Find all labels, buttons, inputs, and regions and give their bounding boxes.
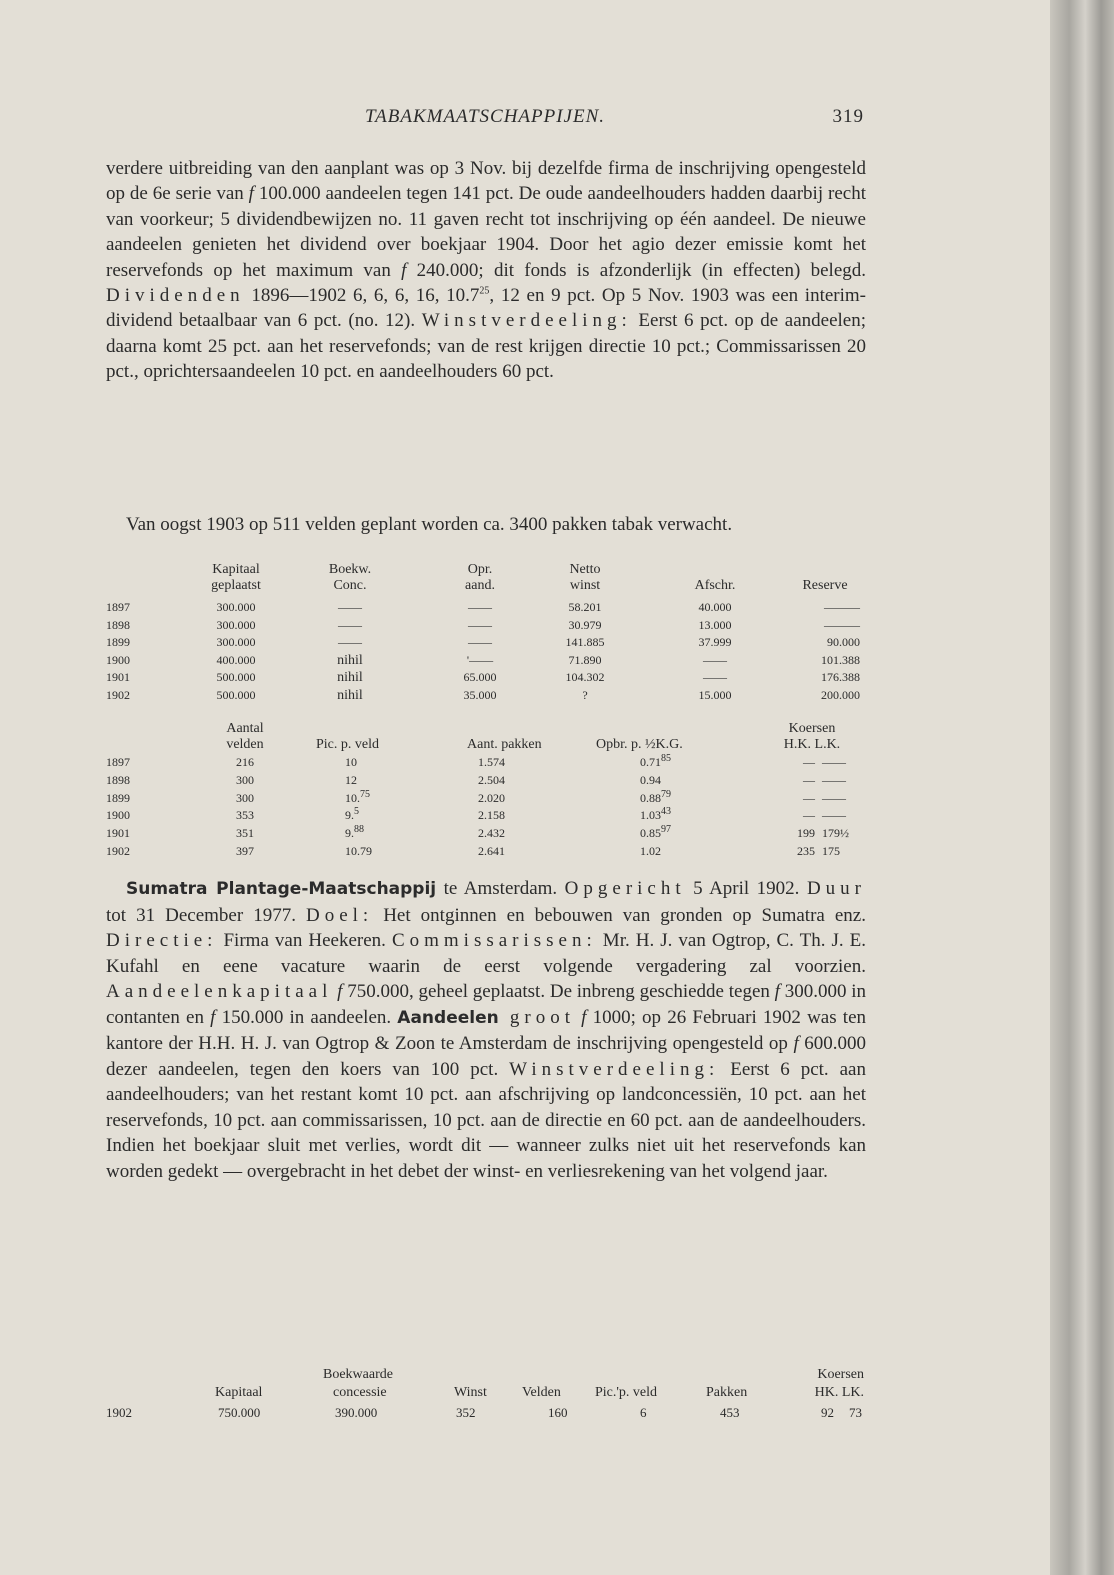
cell-year (106, 755, 146, 770)
cell-opbr-value: 0.94 (640, 772, 661, 787)
cell-year (106, 791, 146, 806)
page-edge (1050, 0, 1114, 1575)
spaced-dividenden: Dividenden (106, 285, 245, 307)
header-opr-2: aand. (465, 578, 495, 593)
cell-opr: 65.000 (463, 670, 497, 685)
header-velden-1: Aantal (226, 721, 264, 736)
cell-pic (345, 844, 372, 859)
cell-hk-value: — (803, 772, 815, 787)
paragraph-oogst: Van oogst 1903 op 511 velden geplant worden ca. 3400 pakken tabak verwacht. (126, 514, 733, 535)
cell-pakken (478, 791, 505, 806)
cell-lk (822, 808, 864, 823)
cell-pakken-value: 2.641 (478, 844, 505, 858)
cell-opbr (640, 808, 671, 823)
cell-kapitaal: 400.000 (216, 652, 256, 667)
cell-velden: 160 (548, 1405, 568, 1420)
cell-hk (785, 773, 815, 788)
header-winst: Winst (454, 1385, 487, 1400)
cell-boekwaarde: 390.000 (335, 1405, 378, 1420)
cell-kapitaal: 750.000 (218, 1405, 261, 1420)
cell-kapitaal: 300.000 (216, 617, 256, 632)
cell-reserve: ——— (824, 600, 860, 614)
cell-opr: —— (468, 600, 492, 614)
cell-boekw: nihil (337, 652, 363, 668)
cell-pakken-value: 2.432 (478, 826, 505, 841)
cell-opbr-value: 0.85 (640, 826, 661, 841)
cell-reserve: 176.388 (821, 670, 860, 685)
cell-opr: —— (468, 617, 492, 632)
cell-pic-value: 9. (345, 826, 354, 841)
cell-netto: 58.201 (568, 600, 602, 614)
cell-pakken-value: 2.020 (478, 790, 505, 805)
cell-velden-value: 300 (236, 772, 254, 787)
cell-opbr (640, 788, 671, 806)
paragraph-dividend: verdere uitbreiding van den aanplant was op 3 Nov. bij dezelfde firma de inschrijving opengesteld op de 6e serie van f 100.000 aandeelen tegen 141 pct. De oude aandeelhouders hadden daarbij recht van voorkeur; 5 dividendbewijzen no. 11 gaven recht tot inschrijving op één aandeel. De nieuwe aandeelen genieten het dividend over boekjaar 1904. Door het agio dezer emissie komt het reservefonds op het maximum van f 240.000; dit fonds is afzonderlijk (in effecten) belegd. Dividenden 1896—1902 6, 6, 6, 16, 10.7$^{25}$, 12 en 9 pct. Op 5 Nov. 1903 was een interim-dividend betaalbaar van 6 pct. (no. 12). Winstverdeeling: Eerst 6 pct. op de aandeelen; daarna komt 25 pct. aan het reservefonds; van de rest krijgen directie 10 pct.; Commissarissen 20 pct., oprichtersaandeelen 10 pct. en aandeelhouders 60 pct. (106, 158, 867, 383)
cell-lk-value: —— (822, 755, 846, 769)
cell-lk (822, 791, 864, 806)
cell-afschr: 13.000 (698, 617, 732, 632)
cell-year (106, 773, 146, 788)
header-afschr: Afschr. (694, 578, 736, 593)
cell-pakken (478, 773, 505, 788)
paragraph-sumatra: Sumatra Plantage-Maatschappij te Amsterdam. Opgericht 5 April 1902. Duur tot 31 December 1977. Doel: Het ontginnen en bebouwen van gronden op Sumatra enz. Directie: Firma van Heekeren. Commissarissen: Mr. H. J. van Ogtrop, C. Th. J. E. Kufahl en eene vacature waarin de eerst volgende vergadering zal voorzien. Aandeelenkapitaal f 750.000, geheel geplaatst. De inbreng geschiedde tegen f 300.000 in contanten en f 150.000 in aandeelen. Aandeelen groot f 1000; op 26 Februari 1902 was ten kantore der H.H. H. J. van Ogtrop & Zoon te Amsterdam de inschrijving opengesteld op f 600.000 dezer aandeelen, tegen den koers van 100 pct. Winstverdeeling: Eerst 6 pct. aan aandeelhouders; van het restant komt 10 pct. aan afschrijving op landconcessiën, 10 pct. aan het reservefonds, 10 pct. aan commissarissen, 10 pct. aan de directie en 60 pct. aan de aandeelhouders. Indien het boekjaar sluit met verlies, wordt dit — wanneer zulks niet uit het reservefonds kan worden gedekt — overgebracht in het debet der winst- en verliesrekening van het volgend jaar. (106, 878, 867, 1182)
cell-velden-value: 300 (236, 790, 254, 805)
cell-reserve: 90.000 (827, 635, 860, 650)
cell-opbr (640, 826, 671, 841)
cell-netto: 30.979 (568, 617, 602, 632)
cell-opbr-superscript: 85 (661, 753, 671, 764)
header-boekw-1: Boekw. (328, 562, 372, 577)
header-boekwaarde-1: Boekwaarde (323, 1367, 393, 1382)
header-koersen-1: Koersen (817, 1367, 864, 1382)
cell-lk (822, 826, 864, 841)
running-title: TABAKMAATSCHAPPIJEN. (364, 106, 606, 127)
cell-hk (785, 808, 815, 823)
cell-velden (205, 808, 285, 823)
header-opbr: Opbr. p. ½K.G. (596, 737, 683, 752)
cell-opbr (640, 755, 671, 770)
cell-year-value: 1900 (106, 808, 130, 823)
cell-kapitaal: 500.000 (216, 688, 256, 702)
cell-opbr-value: 0.88 (640, 790, 661, 805)
cell-opbr-superscript: 43 (661, 806, 671, 818)
cell-pic-value: 12 (345, 772, 357, 787)
cell-year: 1902 (106, 1405, 132, 1420)
cell-year-value: 1897 (106, 755, 130, 769)
cell-pic (345, 755, 357, 770)
cell-pakken-value: 2.504 (478, 772, 505, 787)
cell-opbr-value: 1.02 (640, 844, 661, 858)
cell-pic-value: 10 (345, 755, 357, 769)
cell-velden (205, 844, 285, 859)
cell-year-value: 1901 (106, 826, 130, 841)
cell-year-value: 1902 (106, 844, 130, 858)
cell-pakken (478, 755, 505, 770)
cell-velden-value: 353 (236, 808, 254, 823)
cell-opr: '—— (466, 652, 494, 667)
header-netto-1: Netto (569, 562, 601, 577)
cell-lk-value: 175 (822, 844, 840, 858)
cell-hk-value: 235 (797, 844, 815, 858)
company-name: Sumatra Plantage-Maatschappij (126, 879, 437, 899)
header-velden-2: velden (226, 737, 264, 752)
cell-pic: 6 (640, 1405, 647, 1420)
header-reserve: Reserve (802, 578, 848, 593)
cell-pic-superscript: 5 (354, 806, 359, 818)
cell-lk-value: —— (822, 772, 846, 787)
cell-hk (785, 791, 815, 806)
header-koersen-2: H.K. L.K. (783, 737, 841, 752)
cell-boekw: nihil (337, 688, 363, 703)
cell-kapitaal: 300.000 (216, 635, 256, 650)
cell-lk-value: —— (822, 790, 846, 805)
cell-year: 1900 (106, 652, 130, 667)
header-pic: Pic. p. veld (316, 737, 379, 752)
cell-opbr (640, 844, 661, 859)
cell-afschr: —— (703, 652, 727, 667)
cell-boekw: —— (338, 600, 362, 614)
spaced-winstverdeeling: Winstverdeeling: (421, 310, 632, 332)
header-koersen-1: Koersen (788, 721, 836, 736)
cell-kapitaal: 500.000 (216, 670, 256, 685)
cell-hk-value: 199 (797, 826, 815, 841)
cell-year: 1897 (106, 600, 130, 614)
cell-hk (785, 755, 815, 770)
cell-opr: 35.000 (463, 688, 497, 702)
cell-reserve: ——— (824, 617, 860, 632)
header-boekw-2: Conc. (333, 578, 367, 593)
cell-hk (785, 844, 815, 859)
cell-opbr-superscript: 79 (661, 788, 671, 800)
cell-lk (822, 844, 864, 859)
cell-afschr: —— (703, 670, 727, 685)
cell-kapitaal: 300.000 (216, 600, 256, 614)
cell-boekw: nihil (337, 670, 363, 686)
cell-pic-value: 10.79 (345, 844, 372, 858)
cell-year-value: 1899 (106, 790, 130, 805)
cell-pakken-value: 1.574 (478, 755, 505, 769)
cell-pakken (478, 808, 505, 823)
cell-year (106, 844, 146, 859)
cell-reserve: 101.388 (821, 652, 860, 667)
cell-velden (205, 826, 285, 841)
header-opr-1: Opr. (467, 562, 493, 577)
cell-lk-value: —— (822, 808, 846, 823)
page-number: 319 (832, 106, 864, 127)
cell-year-value: 1898 (106, 772, 130, 787)
cell-netto: 71.890 (568, 652, 602, 667)
header-kapitaal-1: Kapitaal (212, 562, 260, 577)
cell-hk-value: — (803, 808, 815, 823)
cell-pic-superscript: 75 (360, 788, 370, 800)
running-header (106, 106, 864, 132)
cell-pic (345, 773, 357, 788)
cell-boekw: —— (338, 635, 362, 650)
header-boekwaarde-2: concessie (333, 1385, 387, 1400)
cell-hk: 92 (821, 1405, 834, 1420)
cell-afschr: 37.999 (698, 635, 732, 650)
header-velden: Velden (522, 1385, 561, 1400)
cell-lk (822, 755, 864, 770)
cell-boekw: —— (338, 617, 362, 632)
cell-netto: 141.885 (565, 635, 605, 650)
cell-pakken (478, 844, 505, 859)
header-netto-2: winst (569, 578, 601, 593)
cell-pic (345, 788, 370, 806)
cell-pakken-value: 2.158 (478, 808, 505, 823)
cell-year: 1898 (106, 617, 130, 632)
cell-netto: ? (582, 688, 588, 702)
cell-velden-value: 351 (236, 826, 254, 841)
cell-hk (785, 826, 815, 841)
header-pic-veld: Pic.'p. veld (595, 1385, 658, 1400)
cell-winst: 352 (456, 1405, 476, 1420)
cell-pakken: 453 (720, 1405, 740, 1420)
cell-year: 1901 (106, 670, 130, 685)
cell-velden (205, 755, 285, 770)
cell-lk-value: 179½ (822, 826, 849, 841)
header-koersen-2: HK. LK. (814, 1385, 864, 1400)
cell-hk-value: — (803, 755, 815, 769)
cell-velden-value: 216 (236, 755, 254, 769)
header-kapitaal-2: geplaatst (211, 578, 261, 593)
cell-year: 1902 (106, 688, 130, 702)
cell-opbr-value: 0.71 (640, 755, 661, 769)
cell-opr: —— (468, 635, 492, 650)
cell-lk: 73 (849, 1405, 862, 1420)
aandeelen-heading: Aandeelen (397, 1007, 499, 1028)
cell-velden (205, 791, 285, 806)
cell-opbr-value: 1.03 (640, 808, 661, 823)
header-pakken: Pakken (706, 1385, 748, 1400)
cell-afschr: 15.000 (698, 688, 732, 702)
cell-velden (205, 773, 285, 788)
cell-year (106, 808, 146, 823)
header-kapitaal: Kapitaal (215, 1385, 263, 1400)
cell-pic-value: 9. (345, 808, 354, 823)
cell-year: 1899 (106, 635, 130, 650)
header-pakken: Aant. pakken (467, 737, 542, 752)
cell-year (106, 826, 146, 841)
cell-pic (345, 826, 364, 841)
cell-reserve: 200.000 (821, 688, 860, 702)
cell-opbr-superscript: 97 (661, 824, 671, 836)
cell-afschr: 40.000 (698, 600, 732, 614)
cell-lk (822, 773, 864, 788)
cell-pakken (478, 826, 505, 841)
cell-pic-superscript: 88 (354, 824, 364, 836)
cell-pic-value: 10. (345, 790, 360, 805)
cell-hk-value: — (803, 790, 815, 805)
cell-pic (345, 808, 359, 823)
cell-velden-value: 397 (236, 844, 254, 858)
cell-netto: 104.302 (565, 670, 605, 685)
cell-opbr (640, 773, 661, 788)
